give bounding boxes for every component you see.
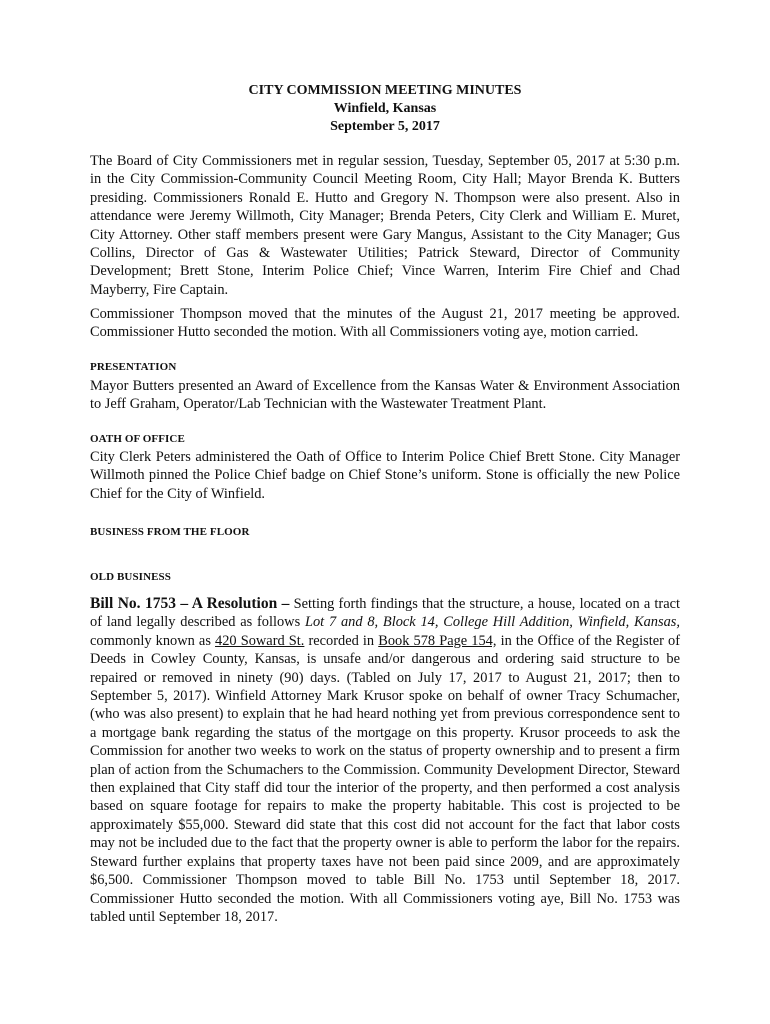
intro-paragraph: The Board of City Commissioners met in regular session, Tuesday, September 05, 2017 at 5:30 p.m. in the City Commission-Community Council Meeting Room, City Hall; Mayor Brenda K. Butters presiding. Commissioners Ronald E. Hutto and Gregory N. Thompson were also present. Also in attendance were Jeremy Willmoth, City Manager; Brenda Peters, City Clerk and William E. Muret, City Attorney. Other staff members present were Gary Mangus, Assistant to the City Manager; Gus Collins, Director of Gas & Wastewater Utilities; Patrick Steward, Director of Community Development; Brett Stone, Interim Police Chief; Vince Warren, Interim Fire Chief and Chad Mayberry, Fire Captain. (90, 153, 680, 298)
bill-1753-paragraph (90, 595, 680, 926)
bill-text-2: commonly known as (90, 632, 216, 649)
presentation-heading: PRESENTATION (90, 361, 177, 373)
document-date: September 5, 2017 (330, 119, 440, 134)
bill-text-4: in the Office of the Register of Deeds in Cowley County, Kansas, is unsafe and/or dangerous and ordering said structure to be repaired or removed in ninety (90) days. (Tabled on July 17, 2017 to August 21, 2017; then to September 5, 2017). Winfield Attorney Mark Krusor spoke on behalf of owner Tracy Schumacher, (who was also present) to explain that he had heard nothing yet from previous correspondence sent to a mortgage bank regarding the status of the mortgage on this property. Krusor proceeds to ask the Commission for another two weeks to work on the status of property ownership and to present a firm plan of action from the Schumachers to the Commission. Community Development Director, Steward then explained that City staff did tour the interior of the property, and then performed a cost analysis based on square footage for repairs to make the property habitable. This cost is projected to be approximately $55,000. Steward did state that this cost did not account for the fact that labor costs may not be included due to the fact that the property owner is able to perform the labor for the repairs. Steward further explains that property taxes have not been paid since 2009, and are approximately $6,500. Commissioner Thompson moved to table Bill No. 1753 until September 18, 2017. Commissioner Hutto seconded the motion. With all Commissioners voting aye, Bill No. 1753 was tabled until September 18, 2017. (90, 632, 680, 925)
business-floor-heading: BUSINESS FROM THE FLOOR (90, 526, 250, 538)
bill-title: Bill No. 1753 – A Resolution – (90, 595, 290, 612)
bill-address: 420 Soward St. (215, 632, 305, 649)
document-location: Winfield, Kansas (333, 101, 437, 116)
document-title: CITY COMMISSION MEETING MINUTES (248, 83, 522, 98)
bill-text-1: Setting forth findings that the structure, a house, located on a tract of land legally described as follows (90, 596, 680, 631)
minutes-approval-paragraph: Commissioner Thompson moved that the minutes of the August 21, 2017 meeting be approved. Commissioner Hutto seconded the motion. With all Commissioners voting aye, motion carried. (90, 306, 680, 341)
bill-legal-description: Lot 7 and 8, Block 14, College Hill Addition, Winfield, Kansas, (304, 614, 680, 631)
oath-paragraph: City Clerk Peters administered the Oath of Office to Interim Police Chief Brett Stone. City Manager Willmoth pinned the Police Chief badge on Chief Stone’s uniform. Stone is officially the new Police Chief for the City of Winfield. (90, 449, 680, 502)
oath-heading: OATH OF OFFICE (90, 433, 185, 445)
document-header (90, 82, 680, 136)
old-business-heading: OLD BUSINESS (90, 571, 171, 583)
presentation-paragraph: Mayor Butters presented an Award of Excellence from the Kansas Water & Environment Association to Jeff Graham, Operator/Lab Technician with the Wastewater Treatment Plant. (90, 378, 680, 413)
bill-book-reference: Book 578 Page 154, (378, 632, 497, 649)
bill-text-3: recorded in (304, 632, 379, 649)
